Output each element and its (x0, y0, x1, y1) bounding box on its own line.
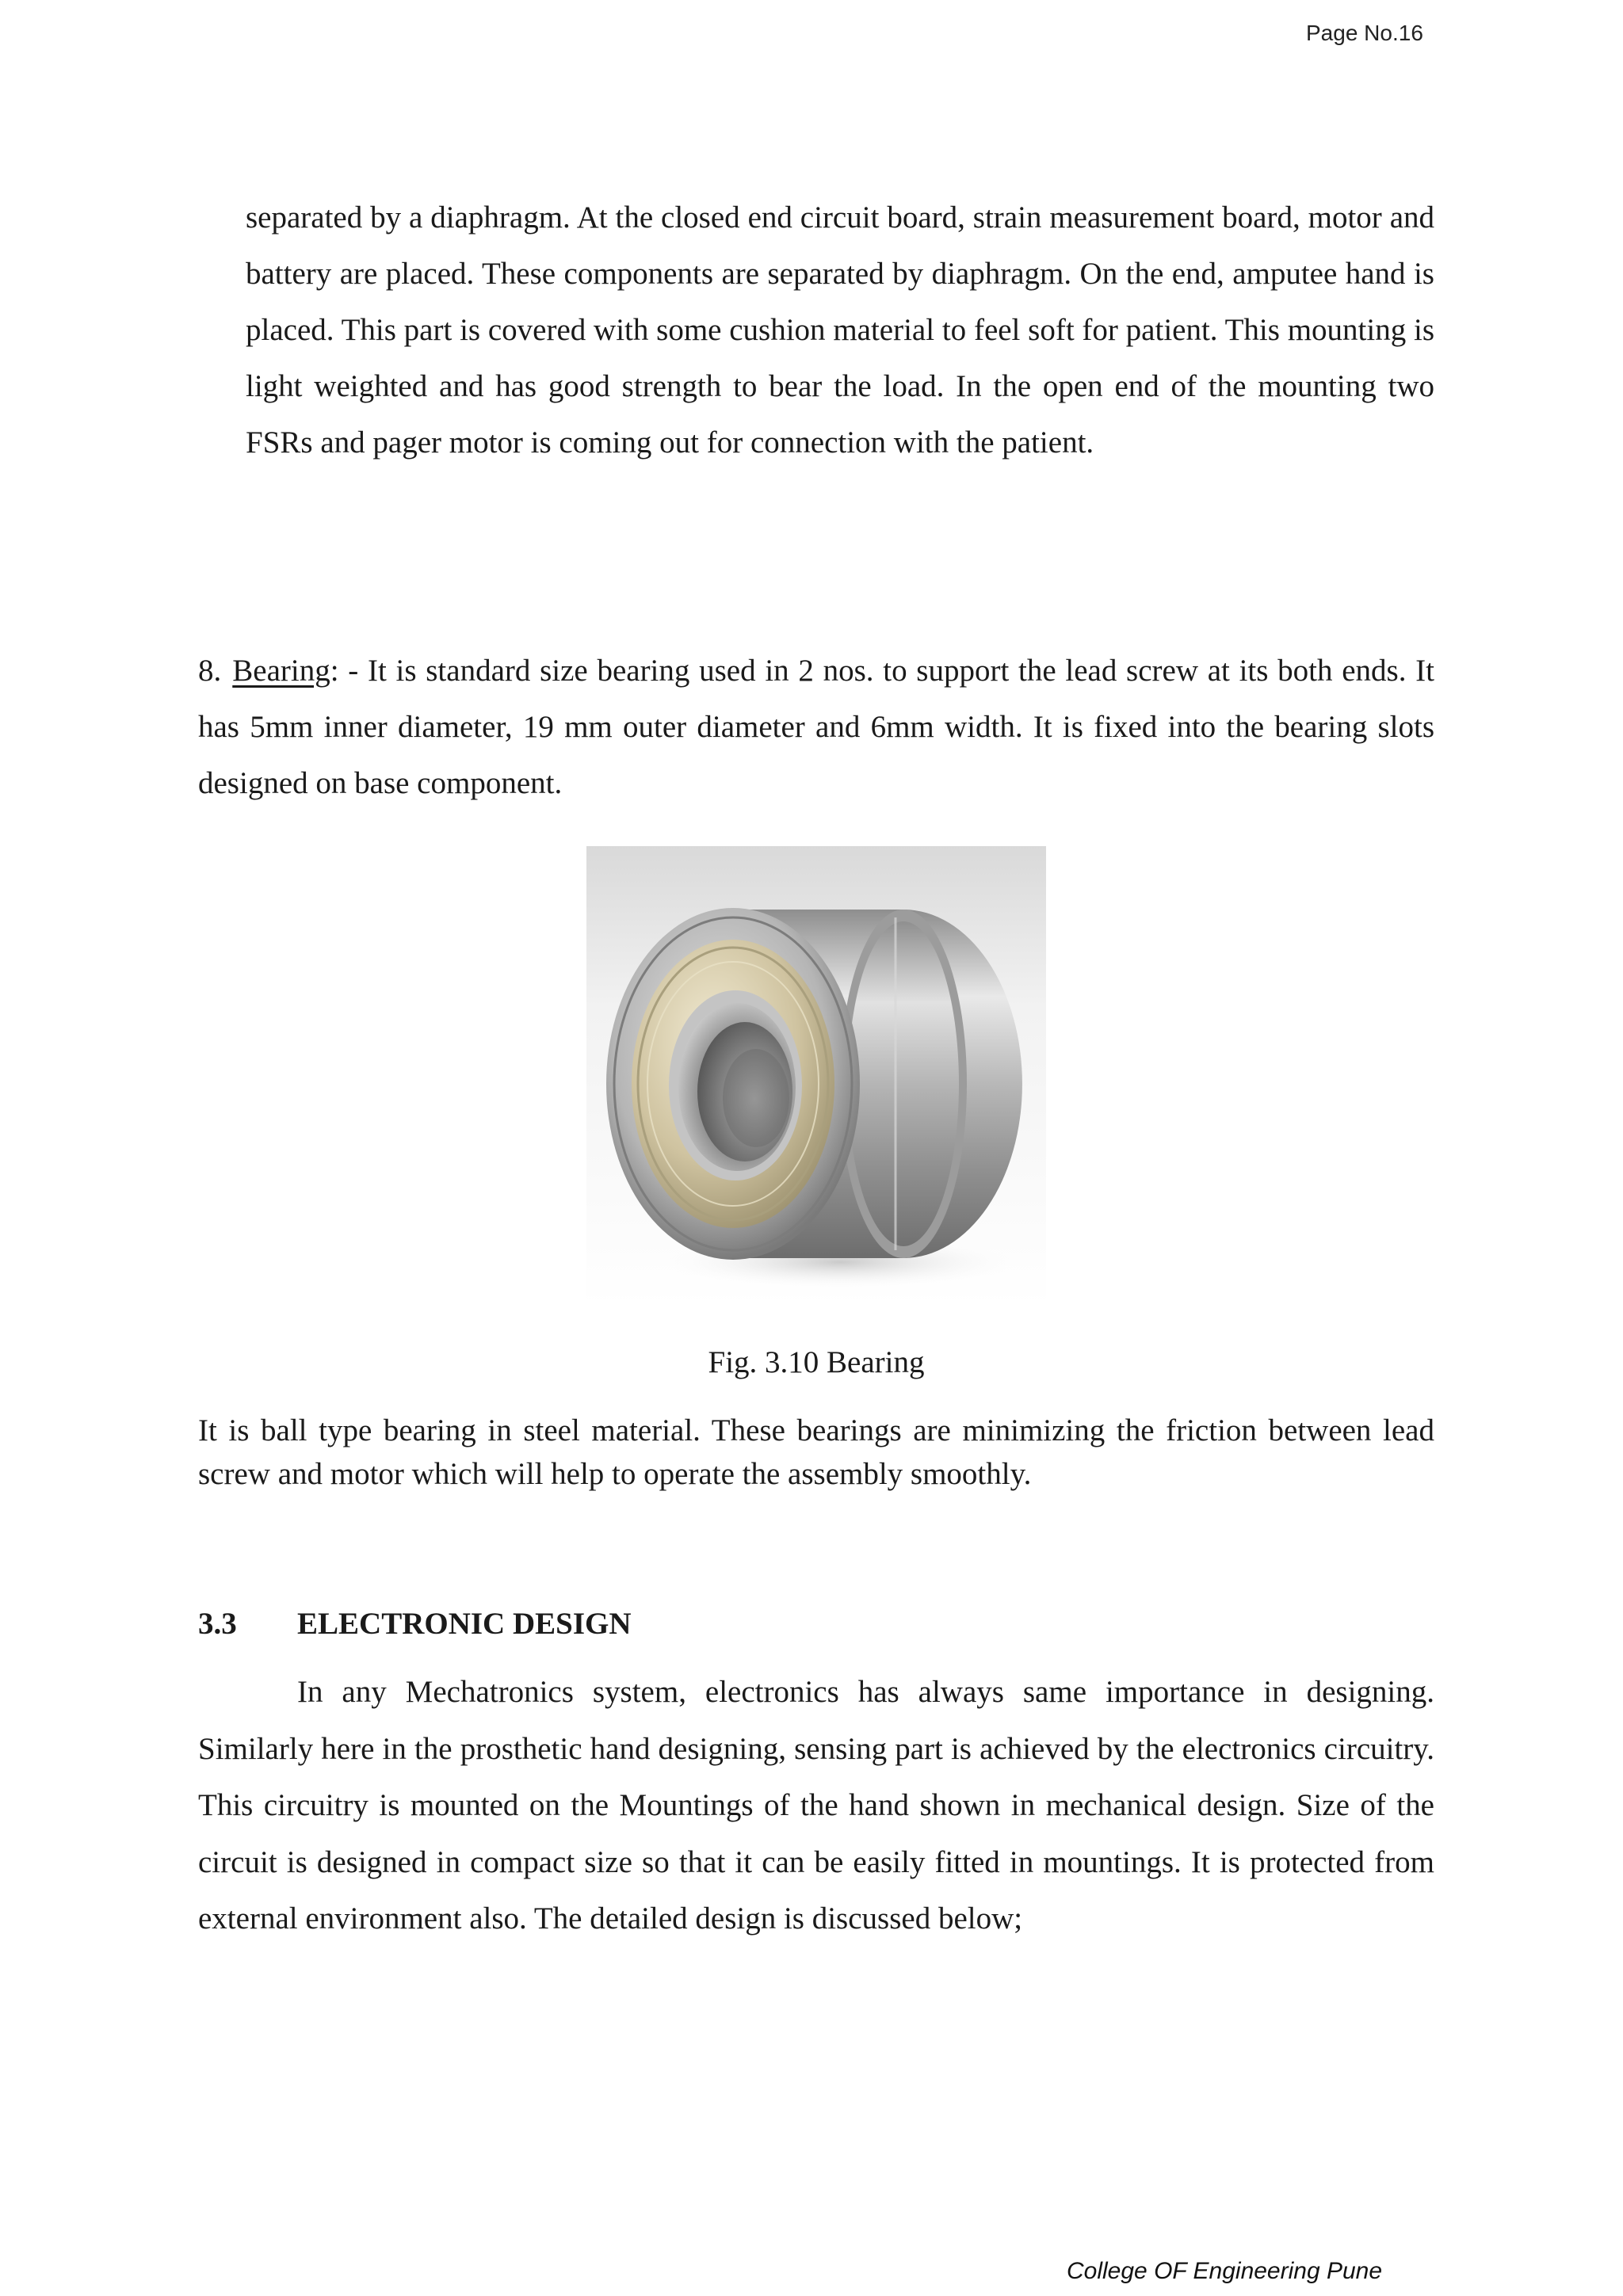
paragraph-mounting: separated by a diaphragm. At the closed end circuit board, strain measurement board, motor and battery are placed. These components are separated by diaphragm. On the end, amputee hand is placed. This part is covered with some cushion material to feel soft for patient. This mounting is light weighted and has good strength to bear the load. In the open end of the mounting two FSRs and pager motor is coming out for connection with the patient. (246, 200, 1434, 460)
figure-caption: Fig. 3.10 Bearing (708, 1345, 925, 1379)
section-number: 3.3 (198, 1607, 237, 1641)
electronic-design-text: In any Mechatronics system, electronics has always same importance in designing. Similarly here in the prosthetic hand designing, sensing part is achieved by the electronics circuitry. This circuitry is mounted on the Mountings of the hand shown in mechanical design. Size of the circuit is designed in compact size so that it can be easily fitted in mountings. It is protected from external environment also. The detailed design is discussed below; (198, 1675, 1434, 1936)
page-footer: College OF Engineering Pune (1067, 2258, 1383, 2284)
paragraph-ball-bearing: It is ball type bearing in steel material. These bearings are minimizing the friction between lead screw and motor which will help to operate the assembly smoothly. (198, 1413, 1434, 1491)
paragraph-bearing (198, 643, 1434, 811)
paragraph-electronic-design (198, 1664, 1434, 1947)
bearing-term: Bearing (232, 654, 330, 688)
bearing-description: : - It is standard size bearing used in 2 nos. to support the lead screw at its both ends. It has 5mm inner diameter, 19 mm outer diameter and 6mm width. It is fixed into the bearing slots designed on base component. (198, 654, 1434, 800)
section-heading (198, 1602, 632, 1646)
list-number: 8. (198, 654, 222, 688)
bearing-figure (586, 846, 1046, 1306)
section-title: ELECTRONIC DESIGN (297, 1607, 632, 1641)
bearing-photo (586, 846, 1046, 1306)
page-number: Page No.16 (1306, 21, 1423, 45)
